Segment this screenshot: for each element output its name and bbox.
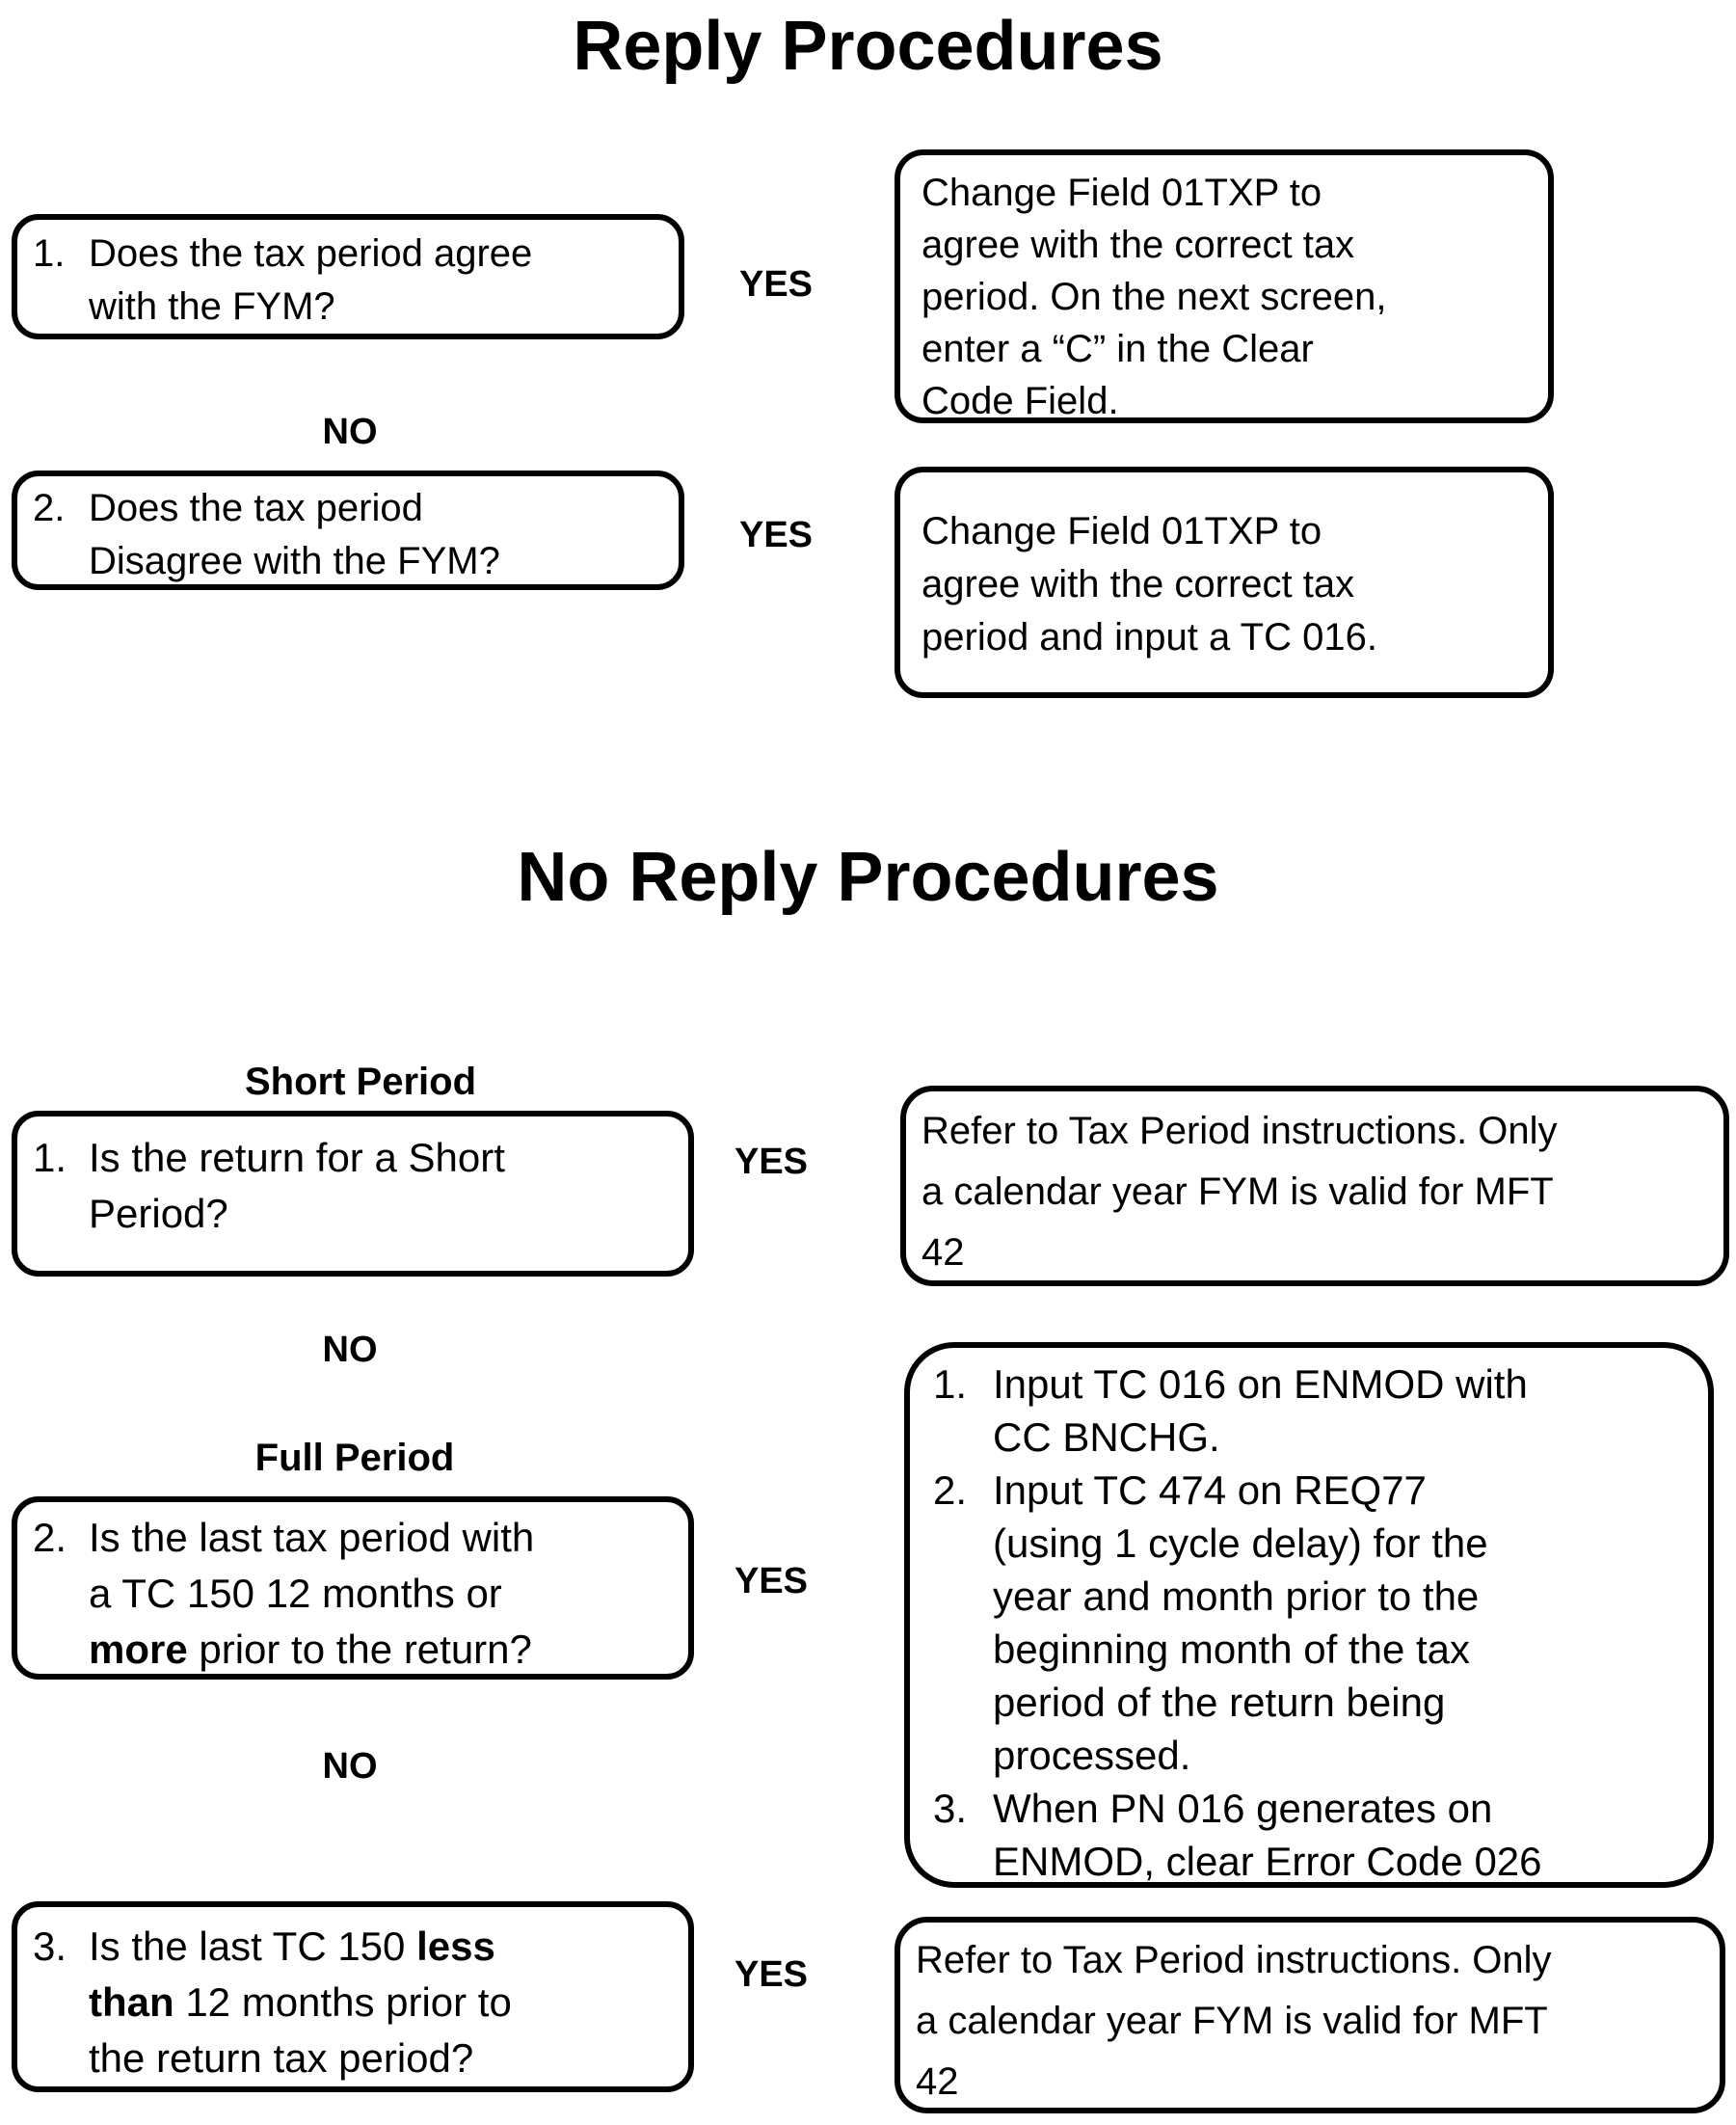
question-text — [89, 482, 669, 588]
text-line: Code Field. — [921, 380, 1119, 422]
reply-q2-yes-label: YES — [738, 515, 814, 555]
text-line: with the FYM? — [89, 285, 335, 328]
text-rest: prior to the return? — [187, 1627, 532, 1672]
question-text — [89, 1130, 679, 1242]
text-line: ENMOD, clear Error Code 026 — [993, 1839, 1542, 1884]
no-reply-q1-yes-label: YES — [734, 1142, 809, 1182]
no-reply-question-2-box — [12, 1496, 694, 1680]
step-number: 1. — [933, 1361, 968, 1407]
full-period-label: Full Period — [254, 1437, 455, 1479]
reply-no-label: NO — [322, 412, 378, 452]
question-number: 3. — [33, 1923, 67, 1969]
text-rest: 12 months prior to — [174, 1979, 512, 2025]
question-number: 2. — [33, 1515, 67, 1560]
question-number: 1. — [33, 1135, 67, 1180]
reply-q1-yes-label: YES — [738, 264, 814, 305]
reply-question-1 — [33, 228, 669, 334]
no-reply-no-1-label: NO — [322, 1330, 378, 1370]
step-text — [993, 1464, 1700, 1782]
bold-word: less — [416, 1923, 495, 1969]
text-line — [89, 1975, 679, 2031]
no-reply-question-1-box — [12, 1111, 694, 1277]
text-line: enter a “C” in the Clear — [921, 328, 1314, 370]
reply-answer-2-box — [895, 467, 1554, 698]
step-text — [993, 1358, 1700, 1464]
text-line: year and month prior to the — [993, 1574, 1480, 1619]
text-line: agree with the correct tax — [921, 563, 1355, 605]
text-line: Does the tax period agree — [89, 232, 533, 275]
text-line: 42 — [921, 1231, 965, 1274]
step-text — [993, 1782, 1700, 1888]
question-number: 1. — [33, 232, 66, 275]
no-reply-question-3 — [33, 1919, 679, 2086]
reply-question-1-box — [12, 214, 684, 339]
text-line: a calendar year FYM is valid for MFT — [916, 2000, 1548, 2042]
no-reply-question-1 — [33, 1130, 679, 1242]
question-text — [89, 1919, 679, 2086]
step-item-3 — [933, 1782, 1700, 1888]
text-line: 42 — [916, 2060, 959, 2103]
short-period-label: Short Period — [244, 1061, 477, 1103]
reply-question-2-box — [12, 471, 684, 590]
no-reply-procedures-title: No Reply Procedures — [517, 839, 1219, 916]
text-line: Period? — [89, 1191, 228, 1236]
step-item-1 — [933, 1358, 1700, 1464]
reply-procedures-title: Reply Procedures — [573, 8, 1163, 85]
text-line: period. On the next screen, — [921, 276, 1387, 318]
no-reply-question-2 — [33, 1510, 679, 1678]
no-reply-no-2-label: NO — [322, 1746, 378, 1787]
text-line: Refer to Tax Period instructions. Only — [916, 1939, 1552, 1981]
text-line: agree with the correct tax — [921, 224, 1355, 266]
step-item-2 — [933, 1464, 1700, 1782]
text-line — [89, 1919, 679, 1975]
question-text — [89, 228, 669, 334]
text-line: Input TC 474 on REQ77 — [993, 1467, 1427, 1513]
bold-word: more — [89, 1627, 188, 1672]
text-line: a calendar year FYM is valid for MFT — [921, 1170, 1554, 1213]
step-number: 2. — [933, 1467, 968, 1513]
text-line: (using 1 cycle delay) for the — [993, 1520, 1488, 1566]
text-line: a TC 150 12 months or — [89, 1571, 502, 1616]
text-line: Change Field 01TXP to — [921, 510, 1322, 552]
text-line: processed. — [993, 1733, 1191, 1778]
text-line: period and input a TC 016. — [921, 616, 1377, 659]
question-number: 2. — [33, 487, 66, 529]
text-line: Input TC 016 on ENMOD with — [993, 1361, 1528, 1407]
text-line: Does the tax period — [89, 487, 423, 529]
reply-question-2 — [33, 482, 669, 588]
question-text — [89, 1510, 679, 1678]
text-line — [89, 1622, 679, 1678]
no-reply-q2-yes-label: YES — [734, 1561, 809, 1601]
text-line: beginning month of the tax — [993, 1627, 1471, 1672]
text-rest: Is the last TC 150 — [89, 1923, 417, 1969]
no-reply-steps-box — [904, 1342, 1714, 1888]
text-line: CC BNCHG. — [993, 1414, 1220, 1460]
text-line: Is the last tax period with — [89, 1515, 535, 1560]
no-reply-q3-yes-label: YES — [734, 1954, 809, 1995]
no-reply-question-3-box — [12, 1901, 694, 2092]
no-reply-answer-3-box — [895, 1917, 1725, 2113]
text-line: period of the return being — [993, 1680, 1446, 1725]
text-line: Change Field 01TXP to — [921, 172, 1322, 214]
text-line: Disagree with the FYM? — [89, 540, 500, 582]
text-line: When PN 016 generates on — [993, 1786, 1493, 1831]
reply-answer-1-box — [895, 149, 1554, 423]
text-line: the return tax period? — [89, 2035, 474, 2081]
text-line: Is the return for a Short — [89, 1135, 505, 1180]
text-line: Refer to Tax Period instructions. Only — [921, 1110, 1558, 1152]
step-number: 3. — [933, 1786, 968, 1831]
bold-word: than — [89, 1979, 174, 2025]
no-reply-answer-1-box — [900, 1086, 1729, 1286]
